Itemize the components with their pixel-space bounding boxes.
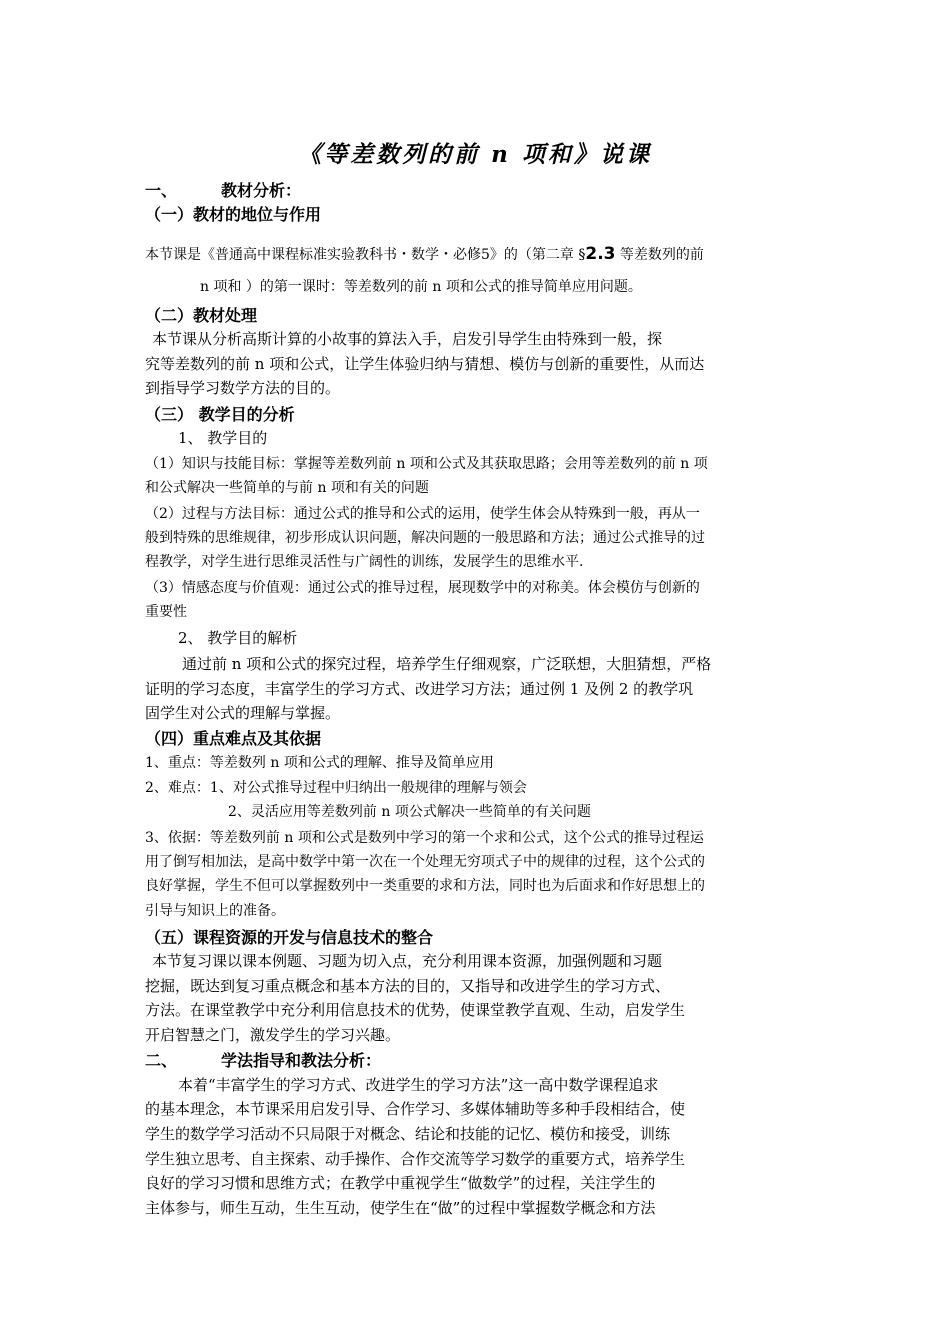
paragraph-line: 开启智慧之门，激发学生的学习兴趣。: [145, 1026, 401, 1044]
paragraph-line: 学生独立思考、自主探索、动手操作、合作交流等学习数学的重要方式，培养学生: [145, 1150, 686, 1168]
paragraph-line: 到指导学习数学方法的目的。: [145, 379, 341, 397]
subsection-5-heading: （五）课程资源的开发与信息技术的整合: [145, 928, 434, 947]
paragraph-text: 等差数列的前: [615, 247, 704, 263]
paragraph-line: 本着“丰富学生的学习方式、改进学生的学习方法”这一高中数学课程追求: [178, 1076, 659, 1094]
paragraph-line: 究等差数列的前 n 项和公式，让学生体验归纳与猜想、模仿与创新的重要性，从而达: [145, 355, 705, 373]
paragraph-line: 程教学，对学生进行思维灵活性与广阔性的训练，发展学生的思维水平.: [145, 554, 584, 570]
subsection-4-heading: （四）重点难点及其依据: [145, 729, 322, 748]
paragraph-line: [145, 244, 704, 264]
sub-heading: 2、 教学目的解析: [178, 629, 298, 647]
paragraph-line: 和公式解决一些简单的与前 n 项和有关的问题: [145, 480, 429, 496]
section-1-heading: [145, 178, 301, 201]
subsection-2-heading: （二）教材处理: [145, 306, 258, 325]
paragraph-line: 1、重点：等差数列 n 项和公式的理解、推导及简单应用: [145, 755, 494, 771]
paragraph-line: 2、难点：1、对公式推导过程中归纳出一般规律的理解与领会: [145, 780, 527, 796]
paragraph-line: 3、依据：等差数列前 n 项和公式是数列中学习的第一个求和公式，这个公式的推导过程运: [145, 830, 704, 846]
paragraph-line: 本节课从分析高斯计算的小故事的算法入手，启发引导学生由特殊到一般，探: [152, 330, 663, 348]
paragraph-line: 固学生对公式的理解与掌握。: [145, 704, 341, 722]
section-2-title: 学法指导和教法分析：: [221, 1051, 382, 1070]
paragraph-line: 良好的学习习惯和思维方式；在教学中重视学生“做数学”的过程，关注学生的: [145, 1174, 656, 1192]
chapter-number: 2.3: [585, 244, 616, 264]
section-2-number: 二、: [145, 1051, 178, 1070]
paragraph-line: 通过前 n 项和公式的探究过程，培养学生仔细观察，广泛联想，大胆猜想，严格: [182, 655, 712, 673]
paragraph-line: 学生的数学学习活动不只局限于对概念、结论和技能的记忆、模仿和接受，训练: [145, 1125, 671, 1143]
paragraph-line: 的基本理念，本节课采用启发引导、合作学习、多媒体辅助等多种手段相结合，使: [145, 1100, 686, 1118]
paragraph-line: 引导与知识上的准备。: [145, 903, 285, 919]
paragraph-line: 证明的学习态度，丰富学生的学习方式、改进学习方法；通过例 1 及例 2 的教学巩: [145, 680, 694, 698]
paragraph-line: 主体参与，师生互动，生生互动，使学生在“做”的过程中掌握数学概念和方法: [145, 1199, 656, 1217]
paragraph-text: 本节课是《普通高中课程标准实验教科书・数学・必修5》的（第二章 §: [145, 247, 586, 263]
document-title: 《等差数列的前 n 项和》说课: [298, 141, 652, 168]
paragraph-line: 挖掘，既达到复习重点概念和基本方法的目的，又指导和改进学生的学习方式、: [145, 977, 671, 995]
section-1-title: 教材分析：: [221, 181, 302, 200]
paragraph-line: 方法。在课堂教学中充分利用信息技术的优势，使课堂教学直观、生动，启发学生: [145, 1001, 686, 1019]
paragraph-line: 本节复习课以课本例题、习题为切入点，充分利用课本资源，加强例题和习题: [152, 952, 663, 970]
paragraph-line: （3）情感态度与价值观：通过公式的推导过程，展现数学中的对称美。体会模仿与创新的: [145, 580, 700, 596]
paragraph-line: 般到特殊的思维规律，初步形成认识问题，解决问题的一般思路和方法；通过公式推导的过: [145, 530, 705, 546]
paragraph-line: 2、灵活应用等差数列前 n 项公式解决一些简单的有关问题: [228, 804, 591, 820]
subsection-3-heading: （三） 教学目的分析: [145, 405, 295, 424]
section-1-number: 一、: [145, 181, 178, 200]
section-2-heading: [145, 1048, 381, 1071]
paragraph-line: （1）知识与技能目标：掌握等差数列前 n 项和公式及其获取思路；会用等差数列的前 n 项: [145, 456, 708, 472]
paragraph-line: （2）过程与方法目标：通过公式的推导和公式的运用，使学生体会从特殊到一般，再从一: [145, 506, 700, 522]
sub-heading: 1、 教学目的: [178, 429, 268, 447]
paragraph-line: 良好掌握，学生不但可以掌握数列中一类重要的求和方法，同时也为后面求和作好思想上的: [145, 878, 705, 894]
paragraph-line: n 项和 ）的第一课时：等差数列的前 n 项和公式的推导简单应用问题。: [200, 279, 642, 295]
paragraph-line: 用了倒写相加法，是高中数学中第一次在一个处理无穷项式子中的规律的过程，这个公式的: [145, 854, 705, 870]
paragraph-line: 重要性: [145, 604, 187, 620]
subsection-1-heading: （一）教材的地位与作用: [145, 205, 322, 224]
